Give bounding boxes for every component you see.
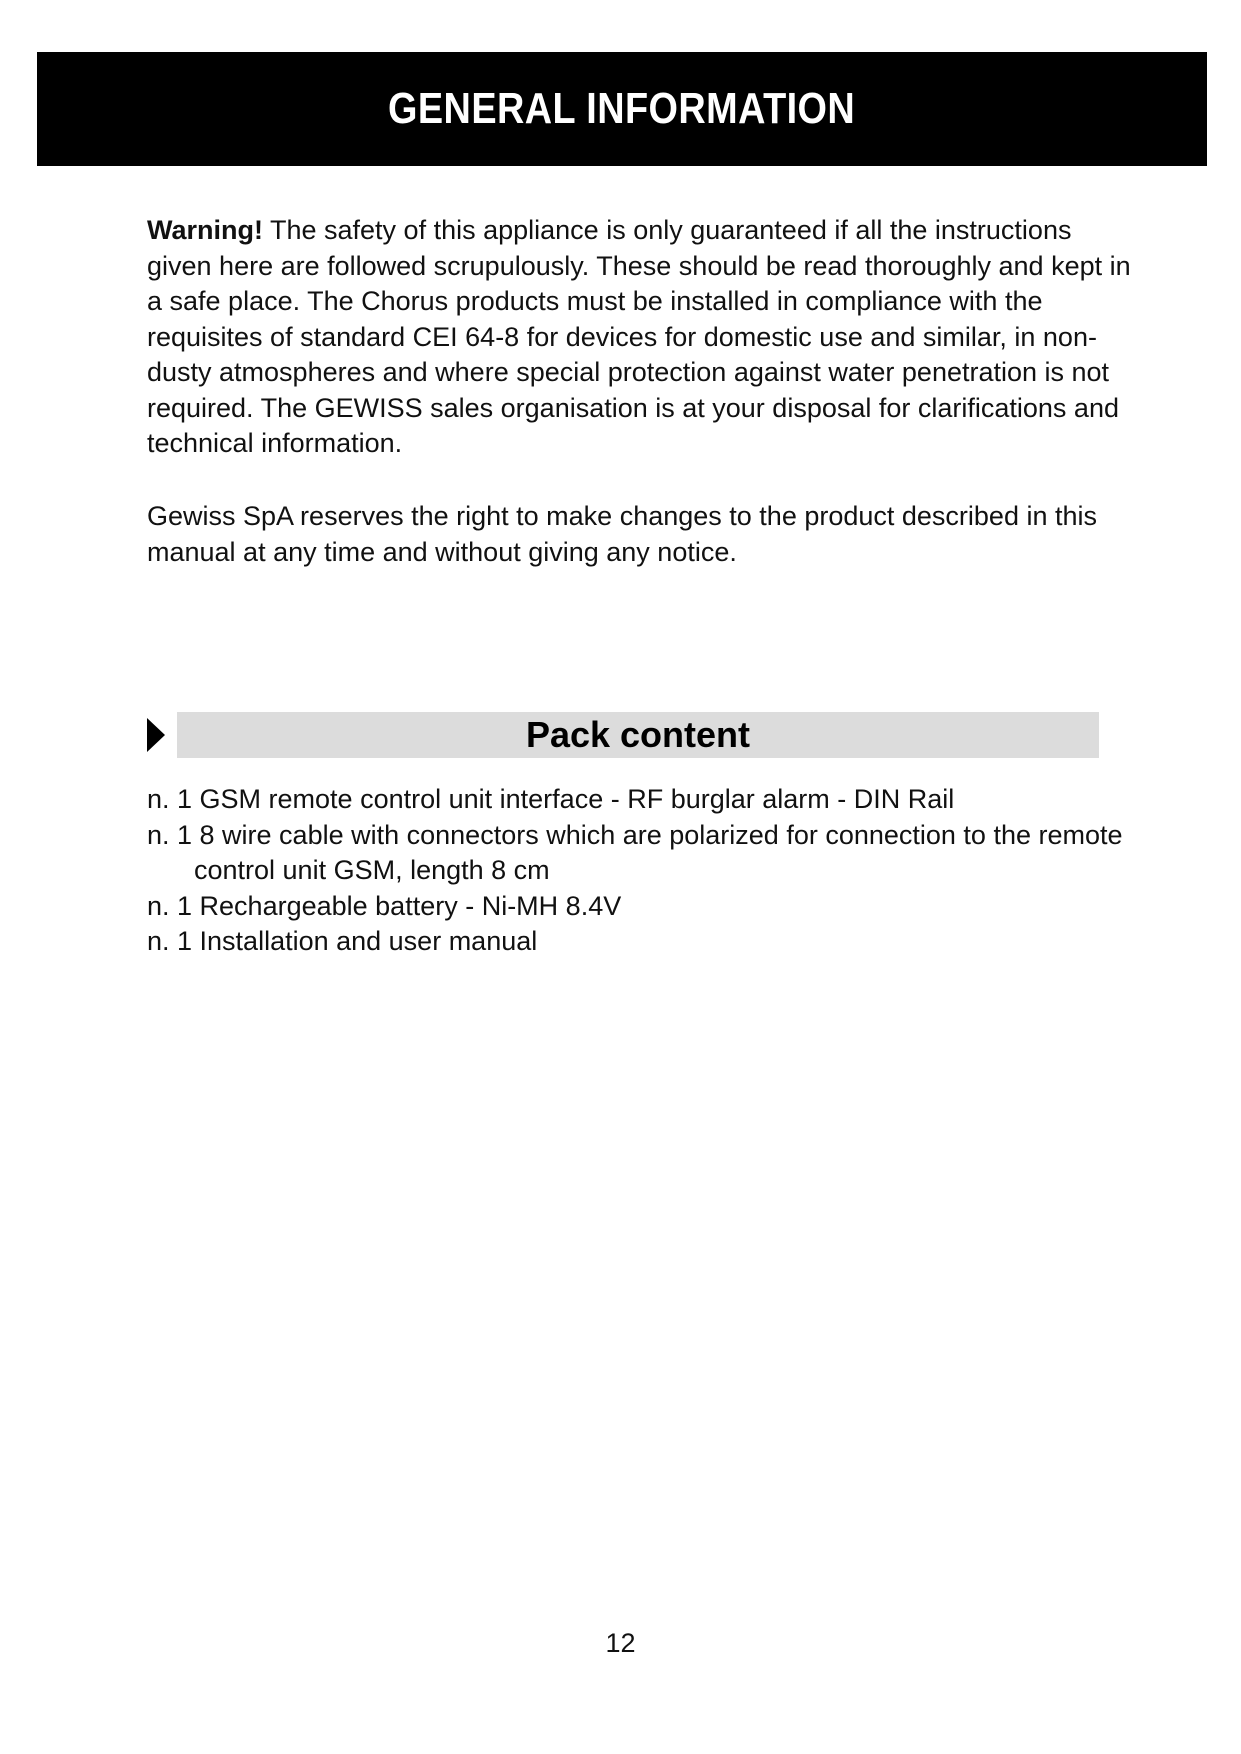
- page-title: GENERAL INFORMATION: [388, 84, 856, 133]
- list-item: n. 1 Rechargeable battery - Ni-MH 8.4V: [147, 890, 622, 921]
- list-item: n. 1 GSM remote control unit interface - RF burglar alarm - DIN Rail: [147, 784, 955, 814]
- warning-paragraph: [147, 213, 1137, 462]
- header-bar: [37, 52, 1207, 166]
- page-number: 12: [605, 1628, 636, 1658]
- pack-content-section-header: [147, 712, 1099, 758]
- pack-content-list: [147, 782, 1137, 960]
- notice-paragraph: Gewiss SpA reserves the right to make changes to the product described in this manual at any time and without giving any notice.: [147, 501, 1097, 567]
- list-item: n. 1 Installation and user manual: [147, 926, 538, 956]
- section-title-bar: [177, 712, 1099, 758]
- arrow-right-icon: [147, 718, 165, 752]
- warning-lead: Warning!: [147, 215, 263, 245]
- section-title: Pack content: [525, 714, 751, 755]
- list-item: n. 1 8 wire cable with connectors which are polarized for connection to the remote control unit GSM, length 8 cm: [147, 819, 1123, 885]
- warning-text: The safety of this appliance is only guaranteed if all the instructions given here are followed scrupulously. These should be read thoroughly and kept in a safe place. The Chorus products must be installed in compliance with the requisites of standard CEI 64-8 for devices for domestic use and similar, in non-dusty atmospheres and where special protection against water penetration is not required. The GEWISS sales organisation is at your disposal for clarifications and technical information.: [147, 215, 1131, 458]
